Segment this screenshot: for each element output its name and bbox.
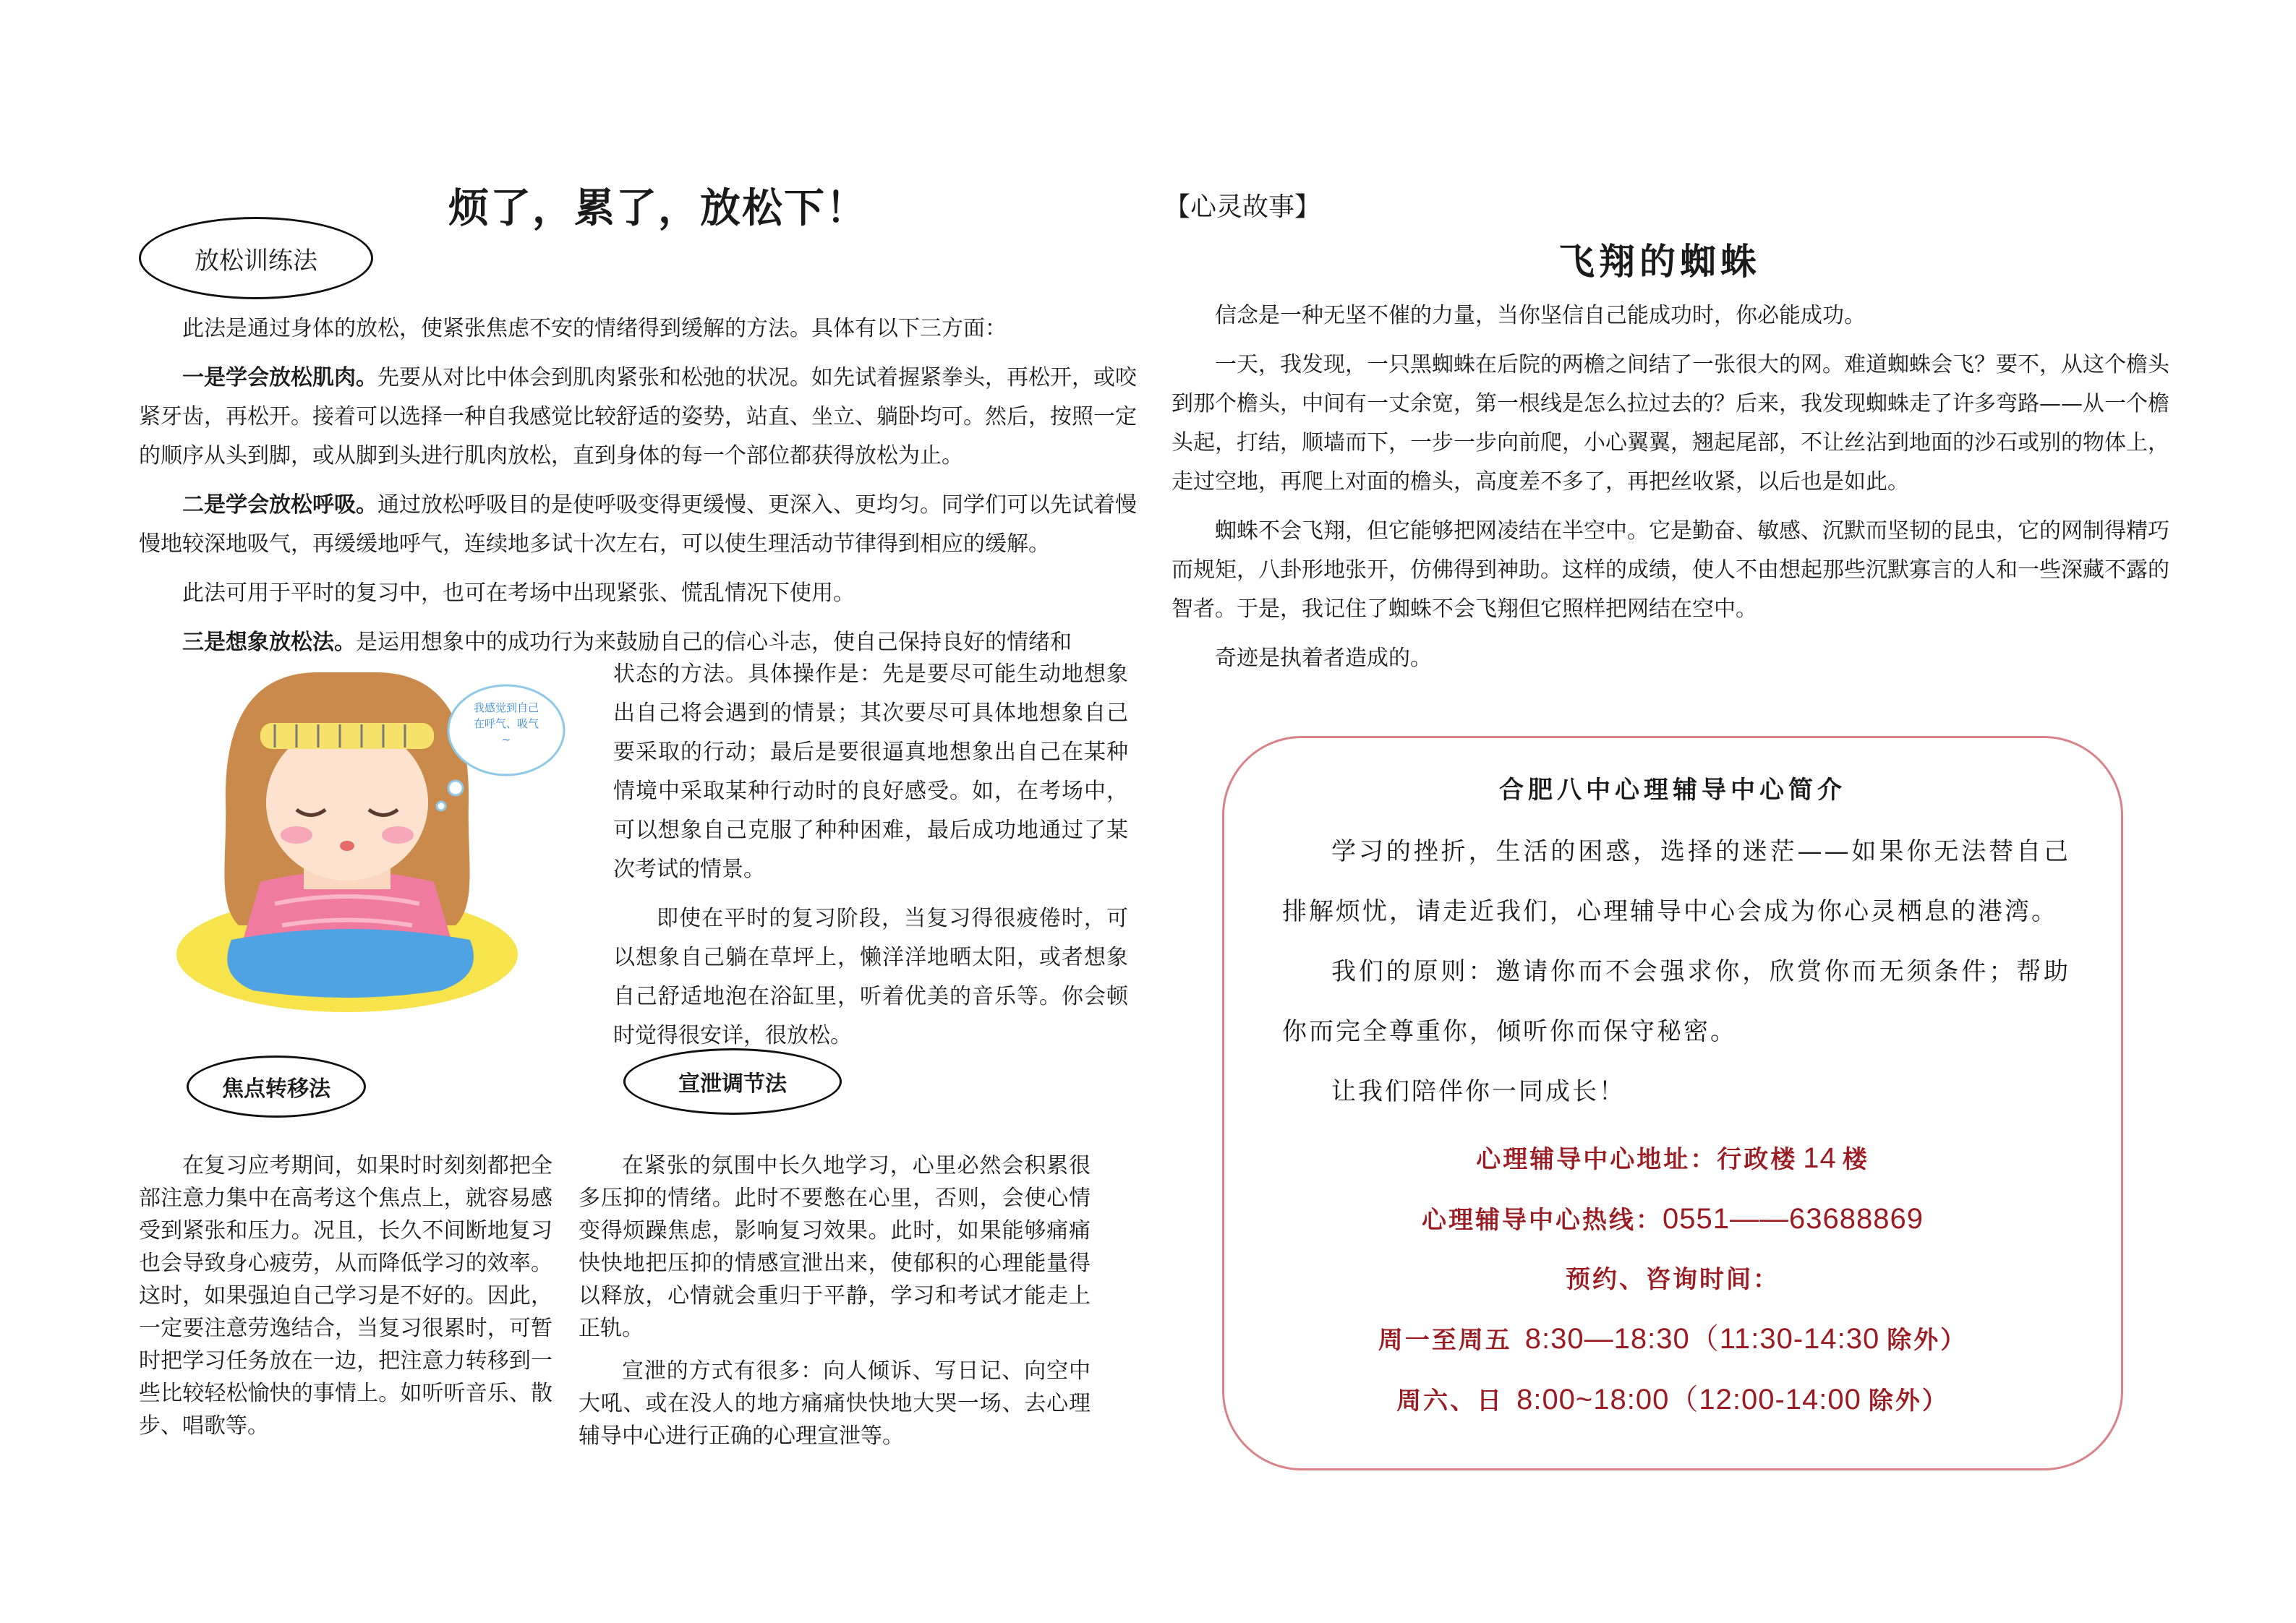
thought-bubble-dot <box>448 781 463 795</box>
cheek-left <box>281 826 312 844</box>
focus-method-label-text: 焦点转移法 <box>222 1076 330 1102</box>
intro-weekday-suffix: 除外） <box>1887 1326 1968 1355</box>
intro-body <box>1282 822 2070 1122</box>
meditating-girl-illustration <box>166 665 600 1027</box>
relax-usage-paragraph: 此法可用于平时的复习中，也可在考场中出现紧张、慌乱情况下使用。 <box>182 581 855 606</box>
intro-hours-title: 预约、咨询时间： <box>1566 1265 1780 1294</box>
story-section-label: 【心灵故事】 <box>1164 192 1321 222</box>
mouth <box>340 841 354 851</box>
relax-imagine-line1: 是运用想象中的成功行为来鼓励自己的信心斗志，使自己保持良好的情绪和 <box>356 630 1072 655</box>
thought-bubble-dot <box>437 802 445 810</box>
relax-breath-text: 通过放松呼吸目的是使呼吸变得更缓慢、更深入、更均匀。同学们可以先试着慢慢地较深地吸气，再缓缓地呼气，连续地多试十次左右，可以使生理活动节律得到相应的缓解。 <box>139 492 1137 557</box>
vent-section <box>579 1149 1091 1452</box>
intro-paragraph-1: 学习的挫折，生活的困惑，选择的迷茫——如果你无法替自己排解烦忧，请走近我们，心理辅导中心会成为你心灵栖息的港湾。 <box>1282 837 2070 926</box>
focus-method-label <box>187 1055 366 1118</box>
cheek-right <box>382 826 414 844</box>
relax-intro: 此法是通过身体的放松，使紧张焦虑不安的情绪得到缓解的方法。具体有以下三方面： <box>182 316 1007 341</box>
intro-paragraph-3: 让我们陪伴你一同成长！ <box>1331 1077 1626 1106</box>
intro-hotline-label: 心理辅导中心热线： <box>1422 1206 1663 1235</box>
relax-breath-paragraph <box>139 486 1137 564</box>
page-title: 烦了，累了，放松下！ <box>448 185 868 232</box>
headband <box>260 723 434 749</box>
blue-pants <box>227 929 474 998</box>
story-title: 飞翔的蜘蛛 <box>1558 241 1761 283</box>
vent-method-label-text: 宣泄调节法 <box>678 1071 787 1097</box>
relax-section <box>139 309 1137 662</box>
intro-weekend-label: 周六、日 <box>1396 1387 1504 1416</box>
intro-weekday-label: 周一至周五 <box>1378 1326 1512 1355</box>
relax-muscle-paragraph <box>139 359 1137 476</box>
intro-hotline <box>1224 1189 2121 1250</box>
intro-address-label: 心理辅导中心地址：行政楼 <box>1476 1145 1798 1174</box>
relax-imagine-rest: 状态的方法。具体操作是：先是要尽可能生动地想象出自己将会遇到的情景；其次要尽可具体地想象自己要采取的行动；最后是要很逼真地想象出自己在某种情境中采取某种行动时的良好感受。如，在考场中，可以想象自己克服了种种困难，最后成功地通过了某次考试的情景。 <box>613 661 1128 882</box>
relax-method-label-text: 放松训练法 <box>195 246 317 275</box>
intro-weekday-time: 8:30—18:30（11:30-14:30 <box>1524 1323 1880 1355</box>
counseling-center-intro-box <box>1222 736 2123 1470</box>
story-paragraph-3: 蜘蛛不会飞翔，但它能够把网凌结在半空中。它是勤奋、敏感、沉默而坚韧的昆虫，它的网制得精巧而规矩，八卦形地张开，仿佛得到神助。这样的成绩，使人不由想起那些沉默寡言的人和一些深藏不露的智者。于是，我记住了蜘蛛不会飞翔但它照样把网结在空中。 <box>1172 518 2169 622</box>
intro-address-suffix: 楼 <box>1842 1145 1869 1174</box>
intro-title: 合肥八中心理辅导中心简介 <box>1499 776 1846 805</box>
intro-hotline-number: 0551——63688869 <box>1663 1203 1924 1235</box>
story-paragraph-2: 一天，我发现，一只黑蜘蛛在后院的两檐之间结了一张很大的网。难道蜘蛛会飞？要不，从这个檐头到那个檐头，中间有一丈余宽，第一根线是怎么拉过去的？后来，我发现蜘蛛走了许多弯路——从一个檐头起，打结，顺墙而下，一步一步向前爬，小心翼翼，翘起尾部，不让丝沾到地面的沙石或别的物体上，走过空地，再爬上对面的檐头，高度差不多了，再把丝收紧，以后也是如此。 <box>1172 352 2169 494</box>
focus-paragraph: 在复习应考期间，如果时时刻刻都把全部注意力集中在高考这个焦点上，就容易感受到紧张和压力。况且，长久不间断地复习也会导致身心疲劳，从而降低学习的效率。这时，如果强迫自己学习是不好的。因此，一定要注意劳逸结合，当复习很累时，可暂时把学习任务放在一边，把注意力转移到一些比较轻松愉快的事情上。如听听音乐、散步、唱歌等。 <box>139 1153 552 1439</box>
story-section <box>1172 296 2169 678</box>
intro-weekday-hours <box>1224 1309 2121 1370</box>
story-paragraph-1: 信念是一种无坚不催的力量，当你坚信自己能成功时，你必能成功。 <box>1215 303 1866 328</box>
intro-paragraph-2: 我们的原则：邀请你而不会强求你，欣赏你而无须条件；帮助你而完全尊重你，倾听你而保守秘密。 <box>1282 957 2070 1046</box>
vent-paragraph-1: 在紧张的氛围中长久地学习，心里必然会积累很多压抑的情绪。此时不要憋在心里，否则，会使心情变得烦躁焦虑，影响复习效果。此时，如果能够痛痛快快地把压抑的情感宣泄出来，使郁积的心理能量得以释放，心情就会重归于平静，学习和考试才能走上正轨。 <box>579 1153 1091 1341</box>
intro-address-num: 14 <box>1803 1142 1837 1174</box>
intro-weekend-hours <box>1224 1370 2121 1431</box>
intro-address <box>1224 1129 2121 1189</box>
intro-weekend-time: 8:00~18:00（12:00-14:00 <box>1516 1384 1861 1416</box>
intro-contact <box>1224 1129 2121 1431</box>
relax-breath-lead: 二是学会放松呼吸。 <box>182 492 377 518</box>
relax-imagine-continued <box>613 655 1128 1055</box>
relax-method-label <box>139 217 373 299</box>
relax-daily-paragraph: 即使在平时的复习阶段，当复习得很疲倦时，可以想象自己躺在草坪上，懒洋洋地晒太阳，或者想象自己舒适地泡在浴缸里，听着优美的音乐等。你会顿时觉得很安详，很放松。 <box>613 906 1128 1048</box>
intro-weekend-suffix: 除外） <box>1868 1387 1949 1416</box>
relax-muscle-lead: 一是学会放松肌肉。 <box>182 365 377 390</box>
story-paragraph-4: 奇迹是执着者造成的。 <box>1215 646 1432 671</box>
relax-imagine-lead: 三是想象放松法。 <box>182 630 356 655</box>
focus-section <box>139 1149 552 1442</box>
vent-paragraph-2: 宣泄的方式有很多：向人倾诉、写日记、向空中大吼、或在没人的地方痛痛快快地大哭一场、去心理辅导中心进行正确的心理宣泄等。 <box>579 1358 1091 1449</box>
vent-method-label <box>623 1048 842 1115</box>
relax-muscle-text: 先要从对比中体会到肌肉紧张和松弛的状况。如先试着握紧拳头，再松开，或咬紧牙齿，再松开。接着可以选择一种自我感觉比较舒适的姿势，站直、坐立、躺卧均可。然后，按照一定的顺序从头到脚，或从脚到头进行肌肉放松，直到身体的每一个部位都获得放松为止。 <box>139 365 1137 468</box>
thought-bubble-text: 我感觉到自己在呼气、吸气~ <box>473 701 539 746</box>
